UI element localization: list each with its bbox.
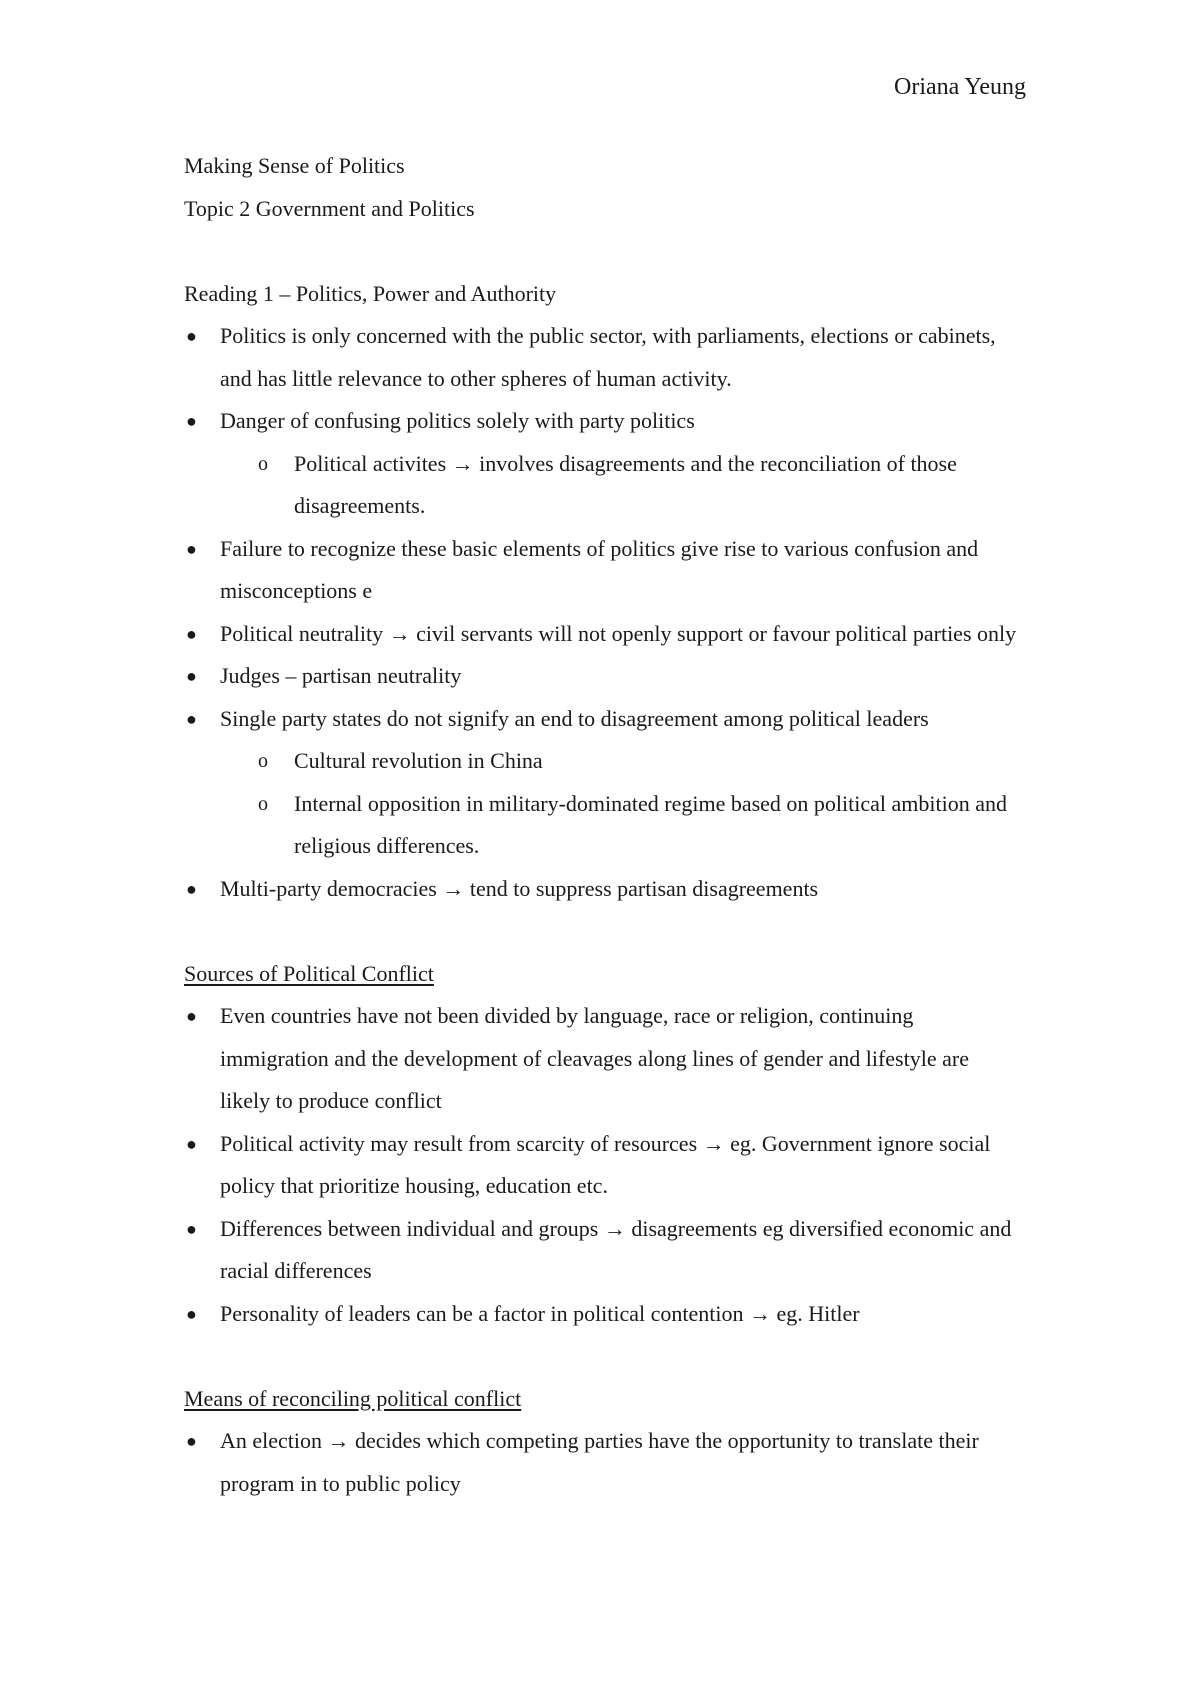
topic-title: Topic 2 Government and Politics <box>184 195 475 221</box>
sub-list <box>184 443 1024 528</box>
circle-bullet-icon: o <box>258 750 268 772</box>
circle-bullet-icon: o <box>258 792 268 815</box>
bullet-icon: ● <box>186 1431 197 1451</box>
list-item: ● Judges – partisan neutrality <box>184 655 1024 698</box>
sub-list <box>184 740 1024 868</box>
circle-bullet-icon: o <box>258 452 268 475</box>
spacer <box>184 230 1024 273</box>
bullet-icon: ● <box>186 1006 197 1026</box>
sub-list-item: o Internal opposition in military-dominated regime based on political ambition and religious differences. <box>184 783 1024 868</box>
list-item: ● Failure to recognize these basic elements of politics give rise to various confusion and misconceptions e <box>184 528 1024 613</box>
spacer <box>184 910 1024 953</box>
list-item: ● Multi-party democracies → tend to suppress partisan disagreements <box>184 868 1024 911</box>
list-item: ● Politics is only concerned with the public sector, with parliaments, elections or cabinets, and has little relevance to other spheres of human activity. <box>184 315 1024 400</box>
list-item: ● Even countries have not been divided by language, race or religion, continuing immigration and the development of cleavages along lines of gender and lifestyle are likely to produce conflict <box>184 995 1024 1123</box>
bullet-icon: ● <box>186 538 197 559</box>
bullet-icon: ● <box>186 623 197 644</box>
author-name: Oriana Yeung <box>894 74 1026 100</box>
bullet-icon: ● <box>186 666 197 686</box>
list-item: ● Danger of confusing politics solely with party politics <box>184 400 1024 443</box>
course-title: Making Sense of Politics <box>184 153 405 178</box>
list-item: ● Personality of leaders can be a factor in political contention → eg. Hitler <box>184 1293 1024 1336</box>
spacer <box>184 1335 1024 1378</box>
bullet-icon: ● <box>186 411 197 431</box>
list-item: ● An election → decides which competing parties have the opportunity to translate their program in to public policy <box>184 1420 1024 1505</box>
section-heading-means: Means of reconciling political conflict <box>184 1385 522 1411</box>
bullet-icon: ● <box>186 1303 197 1324</box>
bullet-icon: ● <box>186 1218 197 1239</box>
sources-list <box>184 995 1024 1335</box>
bullet-icon: ● <box>186 708 197 729</box>
section-heading-reading-1: Reading 1 – Politics, Power and Authority <box>184 280 557 306</box>
list-item: ● Political neutrality → civil servants will not openly support or favour political parties only <box>184 613 1024 656</box>
bullet-icon: ● <box>186 878 197 899</box>
reading-1-list <box>184 315 1024 910</box>
sub-list-item: o Cultural revolution in China <box>184 740 1024 783</box>
bullet-icon: ● <box>186 326 197 346</box>
list-item: ● Political activity may result from scarcity of resources → eg. Government ignore social policy that prioritize housing, education etc. <box>184 1123 1024 1208</box>
bullet-icon: ● <box>186 1133 197 1154</box>
sub-list-item: o Political activites → involves disagreements and the reconciliation of those disagreements. <box>184 443 1024 528</box>
list-item: ● Differences between individual and groups → disagreements eg diversified economic and racial differences <box>184 1208 1024 1293</box>
list-item: ● Single party states do not signify an end to disagreement among political leaders <box>184 698 1024 741</box>
means-list <box>184 1420 1024 1505</box>
document-body <box>184 145 1024 1505</box>
section-heading-sources: Sources of Political Conflict <box>184 960 434 986</box>
